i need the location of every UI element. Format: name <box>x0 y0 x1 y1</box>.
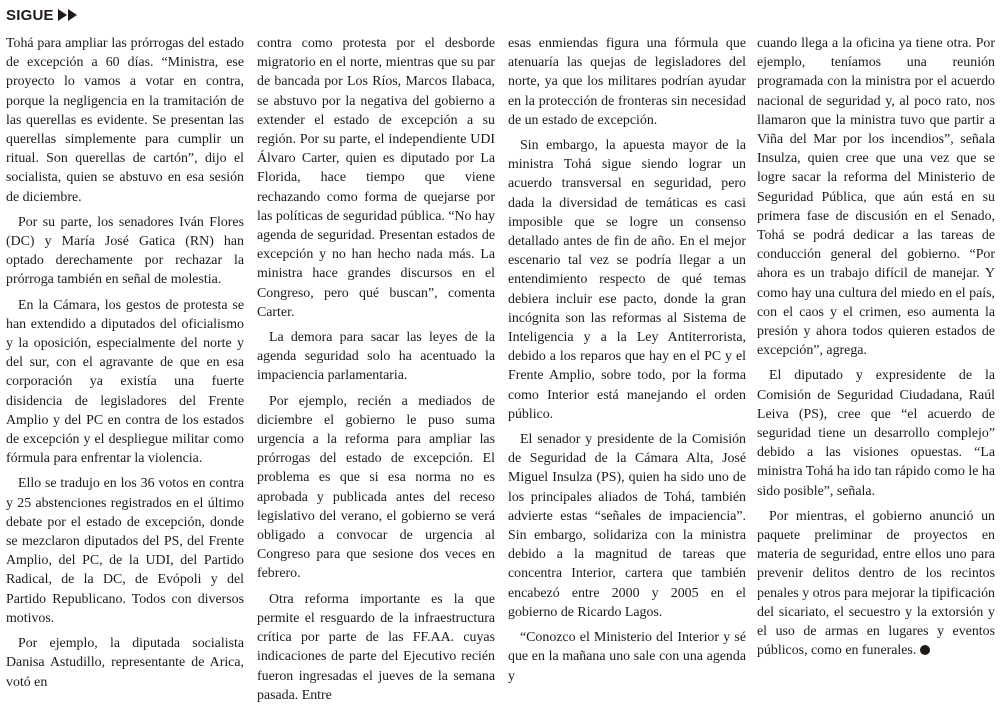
paragraph-text: Por mientras, el gobierno anunció un paquete preliminar de proyectos en materia de seguridad, entre ellos uno para prevenir delitos dentro de los recintos penales y otros para mejorar la tipificación del sicariato, el secuestro y la extorsión y el uso de armas en lugares y eventos públicos, como en funerales. <box>757 508 995 659</box>
paragraph: Por ejemplo, la diputada socialista Danisa Astudillo, representante de Arica, votó en <box>6 636 244 690</box>
paragraph-final <box>757 507 995 661</box>
paragraph: Por ejemplo, recién a mediados de diciembre el gobierno le puso suma urgencia a la reforma para ampliar las prórrogas del estado de excepción. El problema es que si esa norma no es aprobada y publicada antes del receso legislativo del verano, el gobierno se verá obligado a convocar de urgencia al Congreso para que sesione dos veces en febrero. <box>257 393 495 582</box>
double-arrow-right-icon <box>58 9 78 21</box>
paragraph: esas enmiendas figura una fórmula que atenuaría las quejas de legisladores del norte, ya que los militares podrían ayudar en la protección de fronteras sin necesidad de un estado de excepción. <box>508 36 746 128</box>
paragraph: Ello se tradujo en los 36 votos en contra y 25 abstenciones registrados en el último debate por el estado de excepción, donde se mezclaron diputados del PS, del Frente Amplio, del PC, de la UDI, del Partido Radical, de la DC, de Evópoli y del Partido Republicano. Todos con diversos motivos. <box>6 476 244 626</box>
end-mark-icon <box>920 645 930 655</box>
paragraph: La demora para sacar las leyes de la agenda seguridad solo ha acentuado la impaciencia parlamentaria. <box>257 330 495 384</box>
paragraph: contra como protesta por el desborde migratorio en el norte, mientras que su par de bancada por Los Ríos, Marcos Ilabaca, se abstuvo por la negativa del gobierno a extender el estado de excepción a su región. Por su parte, el independiente UDI Álvaro Carter, quien es diputado por La Florida, hace tiempo que viene rechazando como forma de quejarse por las políticas de seguridad pública. “No hay agenda de seguridad. Presentan estados de excepción y no han hecho nada más. La ministra hace grandes discursos en el Congreso, pero qué buscan”, comenta Carter. <box>257 36 495 320</box>
paragraph: Sin embargo, la apuesta mayor de la ministra Tohá sigue siendo lograr un acuerdo transversal en seguridad, pero dada la diversidad de temáticas es casi imposible que se logre un consenso detallado antes de fin de año. En el mejor escenario tal vez se podría llegar a un entendimiento respecto de qué temas debiera incluir ese pacto, donde la gran incógnita son las reformas al Sistema de Inteligencia y a la Ley Antiterrorista, debido a los reparos que hay en el PC y el Frente Amplio, sobre todo, por la forma como Interior está manejando el orden público. <box>508 138 746 422</box>
paragraph: En la Cámara, los gestos de protesta se han extendido a diputados del oficialismo y la oposición, especialmente del norte y del sur, con el agravante de que en esa corporación ya existía una fuerte disidencia de legisladores del Frente Amplio y del PC en contra de los estados de excepción y el despliegue militar como fórmula para enfrentar la violencia. <box>6 297 244 467</box>
text-column-3 <box>508 34 746 684</box>
article-body <box>6 34 995 703</box>
text-column-2 <box>257 34 495 703</box>
paragraph: “Conozco el Ministerio del Interior y sé que en la mañana uno sale con una agenda y <box>508 630 746 684</box>
paragraph: cuando llega a la oficina ya tiene otra. Por ejemplo, teníamos una reunión programada con la ministra por el acuerdo nacional de seguridad y, al poco rato, nos llamaron que la ministra tuvo que partir a Viña del Mar por los incendios”, señala Insulza, quien cree que una vez que se logre sacar la reforma del Ministerio de Seguridad Pública, que aún está en su primera fase de discusión en el Senado, Tohá se podrá dedicar a las tareas de conducción general del gobierno. “Por ahora es un trabajo difícil de manejar. Y como hay una cultura del miedo en el país, con el caos y el crimen, eso aumenta la presión y ahora todos quieren estados de excepción”, agrega. <box>757 36 995 359</box>
text-column-1 <box>6 34 244 690</box>
paragraph: Por su parte, los senadores Iván Flores (DC) y María José Gatica (RN) han optado derechamente por rechazar la prórroga también en señal de molestia. <box>6 214 244 288</box>
sigue-label: SIGUE <box>6 6 54 24</box>
text-column-4 <box>757 34 995 659</box>
paragraph: El senador y presidente de la Comisión de Seguridad de la Cámara Alta, José Miguel Insulza (PS), quien ha sido uno de los principales aliados de Tohá, también advierte estas “señales de impaciencia”. Sin embargo, solidariza con la ministra debido a la magnitud de tareas que concentra Interior, cartera que también encabezó entre 2000 y 2005 en el gobierno de Ricardo Lagos. <box>508 432 746 620</box>
paragraph: El diputado y expresidente de la Comisión de Seguridad Ciudadana, Raúl Leiva (PS), cree que “el acuerdo de seguridad tiene un desarrollo complejo” debido a las visiones opuestas. “La ministra Tohá ha ido tan rápido como le ha sido posible”, señala. <box>757 368 995 499</box>
paragraph: Tohá para ampliar las prórrogas del estado de excepción a 60 días. “Ministra, ese proyecto lo vamos a votar en contra, porque la negligencia en la tramitación de las querellas es evidente. Se presentan las querellas simplemente para cumplir un ritual. Son querellas de cartón”, dijo el socialista, quien se abstuvo en esa sesión de diciembre. <box>6 36 244 205</box>
paragraph: Otra reforma importante es la que permite el resguardo de la infraestructura crítica por parte de las FF.AA. cuyas indicaciones de parte del Ejecutivo recién fueron ingresadas el jueves de la semana pasada. Entre <box>257 591 495 703</box>
continuation-header <box>6 4 78 26</box>
